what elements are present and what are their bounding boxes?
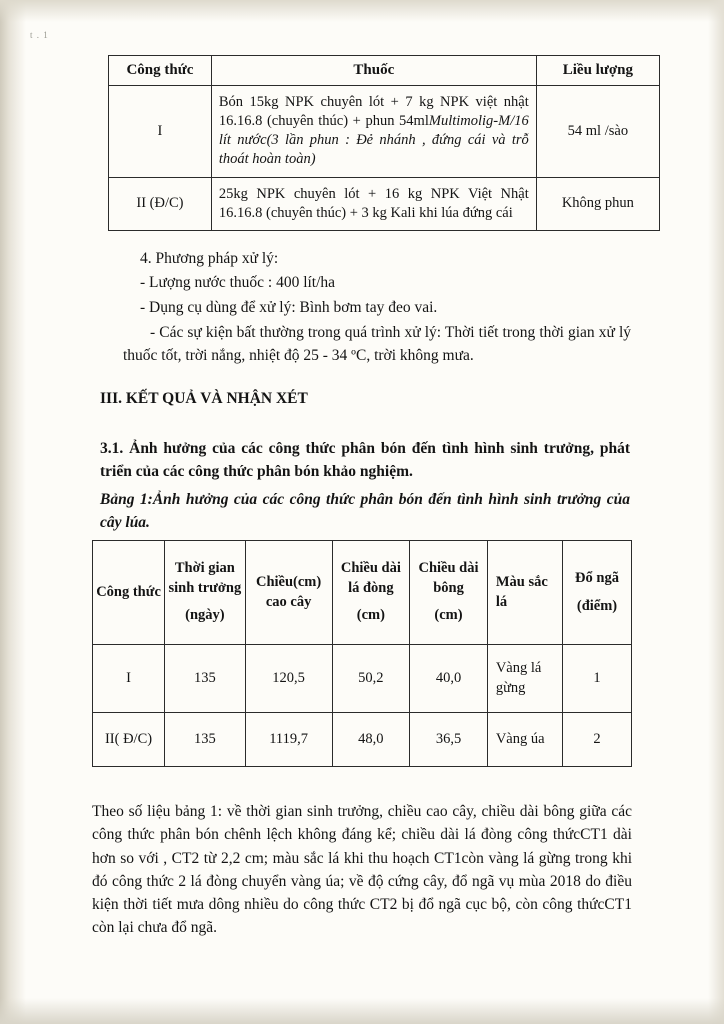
header-spacer <box>168 598 242 606</box>
scan-shadow-top <box>0 0 724 22</box>
column-header-dose: Liều lượng <box>536 56 659 86</box>
header-line-2: (điểm) <box>576 597 618 614</box>
cell-panicle: 40,0 <box>410 645 488 713</box>
cell-formula: I <box>109 86 212 178</box>
cell-flag-leaf: 48,0 <box>332 713 410 767</box>
header-line-1: Thời gian sinh trưởng <box>168 560 242 596</box>
cell-plant-height: 120,5 <box>245 645 332 713</box>
corner-mark: t . 1 <box>30 30 49 40</box>
cell-panicle: 36,5 <box>410 713 488 767</box>
scan-shadow-left <box>0 0 26 1024</box>
cell-formula: II( Đ/C) <box>93 713 165 767</box>
table-formulas-head <box>109 56 660 86</box>
table-row <box>93 645 632 713</box>
table-row <box>93 541 632 645</box>
cell-dose: Không phun <box>536 177 659 230</box>
drug-text-plain: Bón 15kg NPK chuyên lót + 7 kg NPK việt nhật 16.16.8 (chuyên thúc) + phun 54ml <box>218 94 529 130</box>
header-spacer <box>413 598 484 606</box>
cell-flag-leaf: 50,2 <box>332 645 410 713</box>
column-header-growth-days <box>165 541 246 645</box>
method-bullet-water: - Lượng nước thuốc : 400 lít/ha <box>140 274 336 291</box>
table-growth-head <box>93 541 632 645</box>
table-row <box>93 713 632 767</box>
cell-growth-days: 135 <box>165 645 246 713</box>
table-growth-body <box>93 645 632 767</box>
table-growth <box>92 540 632 767</box>
table-row <box>109 56 660 86</box>
method-bullet-events: - Các sự kiện bất thường trong quá trình xử lý: Thời tiết trong thời gian xử lý thuốc tốt, trời nắng, nhiệt độ 25 - 34 ºC, trời không mưa. <box>123 324 631 365</box>
cell-lodging: 2 <box>562 713 631 767</box>
cell-formula: I <box>93 645 165 713</box>
column-header-flag-leaf <box>332 541 410 645</box>
cell-lodging: 1 <box>562 645 631 713</box>
column-header-leaf-color: Màu sắc lá <box>487 541 562 645</box>
cell-leaf-color: Vàng lá gừng <box>487 645 562 713</box>
header-line-2: (ngày) <box>185 607 225 624</box>
header-line-1: Chiều dài lá đòng <box>340 560 401 596</box>
column-header-formula: Công thức <box>109 56 212 86</box>
header-line-1: Đổ ngã <box>575 569 619 586</box>
table-row <box>109 86 660 178</box>
cell-formula: II (Đ/C) <box>109 177 212 230</box>
cell-drug: 25kg NPK chuyên lót + 16 kg NPK Việt Nhật 16.16.8 (chuyên thúc) + 3 kg Kali khi lúa đứng cái <box>211 177 536 230</box>
drug-text-italic: Multimolig-M/16 lít nước(3 lần phun : Đẻ nhánh , đứng cái và trỗ thoát hoàn toàn) <box>218 113 529 168</box>
method-bullet-tool: - Dụng cụ dùng để xử lý: Bình bơm tay đeo vai. <box>140 299 438 316</box>
header-spacer <box>336 598 407 606</box>
header-line-2: (cm) <box>356 607 385 624</box>
table-caption-bang-1: Bảng 1:Ảnh hưởng của các công thức phân bón đến tình hình sinh trưởng của cây lúa. <box>100 491 630 532</box>
closing-paragraph: Theo số liệu bảng 1: về thời gian sinh trưởng, chiều cao cây, chiều dài bông giữa các công thức phân bón chênh lệch không đáng kể; chiều dài lá đòng công thứcCT1 dài hơn so với , CT2 từ 2,2 cm; màu sắc lá khi thu hoạch CT1còn vàng lá gừng trong khi đó công thức 2 lá đòng chuyển vàng úa; về độ cứng cây, đổ ngã vụ mùa 2018 do điều kiện thời tiết mưa dông nhiều do công thức CT2 bị đổ ngã cục bộ, còn công thứcCT1 còn lại chưa đổ ngã. <box>92 803 632 937</box>
header-spacer <box>566 589 628 597</box>
column-header-drug: Thuốc <box>211 56 536 86</box>
cell-drug <box>211 86 536 178</box>
cell-dose: 54 ml /sào <box>536 86 659 178</box>
cell-leaf-color: Vàng úa <box>487 713 562 767</box>
column-header-plant-height: Chiều(cm) cao cây <box>245 541 332 645</box>
table-row <box>109 177 660 230</box>
header-line-1: Chiều dài bông <box>418 560 479 596</box>
column-header-lodging <box>562 541 631 645</box>
cell-plant-height: 1119,7 <box>245 713 332 767</box>
stamp-clip <box>678 586 724 676</box>
scan-shadow-right <box>708 0 724 1024</box>
table-formulas <box>108 55 660 231</box>
table-formulas-body <box>109 86 660 231</box>
scan-shadow-bottom <box>0 998 724 1024</box>
column-header-panicle <box>410 541 488 645</box>
section-heading-results: III. KẾT QUẢ VÀ NHẬN XÉT <box>100 390 308 407</box>
header-line-2: (cm) <box>434 607 463 624</box>
subsection-heading-3-1: 3.1. Ảnh hưởng của các công thức phân bón đến tình hình sinh trưởng, phát triển của các công thức phân bón khảo nghiệm. <box>100 440 630 481</box>
cell-growth-days: 135 <box>165 713 246 767</box>
method-title: 4. Phương pháp xử lý: <box>140 250 279 267</box>
column-header-formula: Công thức <box>93 541 165 645</box>
